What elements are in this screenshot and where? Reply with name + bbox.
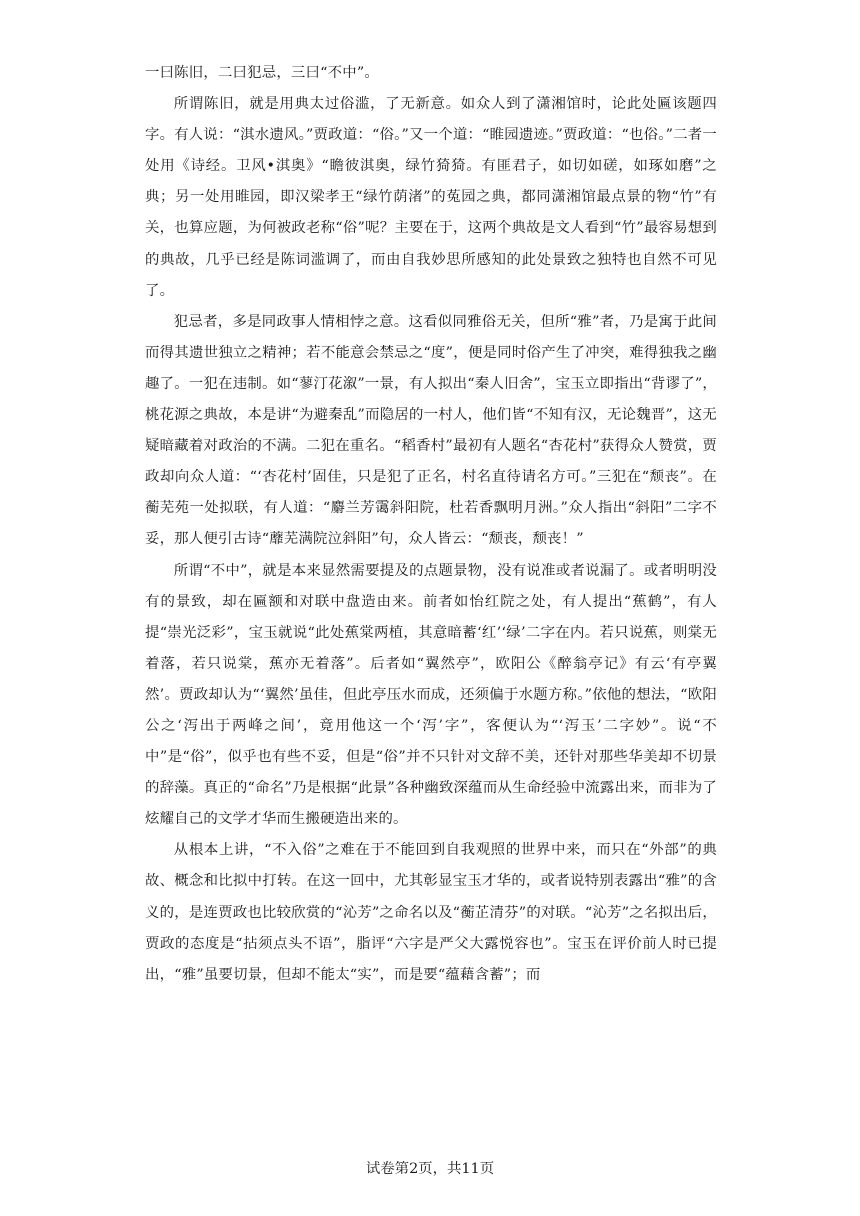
paragraph-1: 一曰陈旧，二曰犯忌，三曰“不中”。 (145, 65, 379, 81)
paragraph-4: 所谓“不中”，就是本来显然需要提及的点题景物，没有说准或者说漏了。或者明明没有的景致，却在匾额和对联中盘造由来。前者如怡红院之处，有人提出“蕉鹤”，有人提“崇光泛彩”，宝玉就说“此处蕉棠两植，其意暗蓄‘红’‘绿’二字在内。若只说蕉，则棠无着落，若只说棠，蕉亦无着落”。后者如“翼然亭”，欧阳公《醉翁亭记》有云‘有亭翼然’。贾政却认为“‘翼然’虽佳，但此亭压水而成，还须偏于水题方称。”依他的想法，“欧阳公之‘泻出于两峰之间’，竟用他这一个‘泻’字”，客便认为“‘泻玉’二字妙”。说“不中”是“俗”，似乎也有些不妥，但是“俗”并不只针对文辞不美，还针对那些华美却不切景的辞藻。真正的“命名”乃是根据“此景”各种幽致深蕴而从生命经验中流露出来，而非为了炫耀自己的文学才华而生搬硬造出来的。 (145, 562, 717, 828)
document-body (145, 58, 717, 991)
page-footer: 试卷第2页，共11页 (365, 1161, 495, 1177)
paragraph-3: 犯忌者，多是同政事人情相悖之意。这看似同雅俗无关，但所“雅”者，乃是寓于此间而得其遗世独立之精神；若不能意会禁忌之“度”，便是同时俗产生了冲突，难得独我之幽趣了。一犯在违制。如“蓼汀花溆”一景，有人拟出“秦人旧舍”，宝玉立即指出“背谬了”，桃花源之典故，本是讲“为避秦乱”而隐居的一村人，他们皆“不知有汉，无论魏晋”，这无疑暗藏着对政治的不满。二犯在重名。“稻香村”最初有人题名“杏花村”获得众人赞赏，贾政却向众人道：“‘杏花村’固佳，只是犯了正名，村名直待请名方可。”三犯在“颓丧”。在蘅芜苑一处拟联，有人道：“麝兰芳霭斜阳院，杜若香飘明月洲。”众人指出“斜阳”二字不妥，那人便引古诗“蘼芜满院泣斜阳”句，众人皆云：“颓丧，颓丧！” (145, 313, 717, 548)
paragraph-2: 所谓陈旧，就是用典太过俗滥，了无新意。如众人到了潇湘馆时，论此处匾该题四字。有人说：“淇水遗风。”贾政道：“俗。”又一个道：“睢园遗迹。”贾政道：“也俗。”二者一处用《诗经。卫风•淇奥》“瞻彼淇奥，绿竹猗猗。有匪君子，如切如磋，如琢如磨”之典；另一处用睢园，即汉梁孝王“绿竹荫渚”的菟园之典，都同潇湘馆最点景的物“竹”有关，也算应题，为何被政老称“俗”呢？主要在于，这两个典故是文人看到“竹”最容易想到的典故，几乎已经是陈词滥调了，而由自我妙思所感知的此处景致之独特也自然不可见了。 (145, 96, 717, 299)
paragraph-5: 从根本上讲，“不入俗”之难在于不能回到自我观照的世界中来，而只在“外部”的典故、概念和比拟中打转。在这一回中，尤其彰显宝玉才华的，或者说特别表露出“雅”的含义的，是连贾政也比较欣赏的“沁芳”之命名以及“蘅芷清芬”的对联。“沁芳”之名拟出后，贾政的态度是“拈须点头不语”，脂评“六字是严父大露悦容也”。宝玉在评价前人时已提出，“雅”虽要切景，但却不能太“实”，而是要“蕴藉含蓄”；而 (145, 842, 717, 983)
